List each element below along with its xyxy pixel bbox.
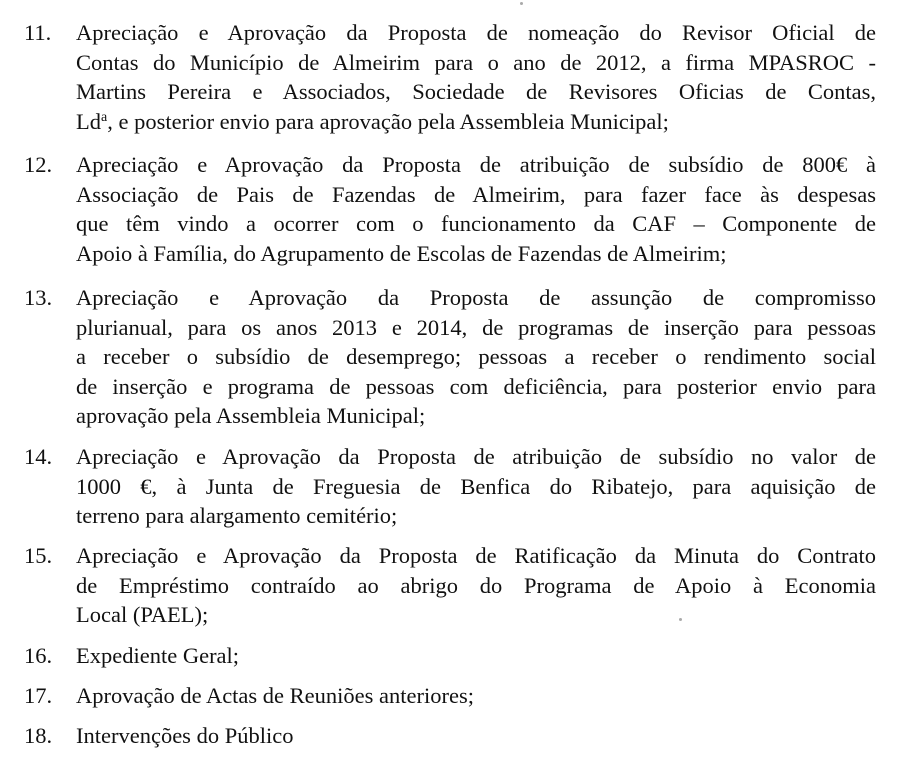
item-number: 16.	[24, 643, 53, 668]
item-line: Associação de Pais de Fazendas de Almeirim, para fazer face às despesas	[76, 181, 876, 207]
item-line: Apoio à Família, do Agrupamento de Escolas de Fazendas de Almeirim;	[76, 240, 727, 266]
item-line: de inserção e programa de pessoas com deficiência, para posterior envio para	[76, 373, 876, 399]
item-line: aprovação pela Assembleia Municipal;	[76, 403, 426, 428]
item-line: 1000 €, à Junta de Freguesia de Benfica do Ribatejo, para aquisição de	[76, 473, 876, 499]
item-text	[76, 681, 876, 711]
superscript: a	[101, 109, 108, 125]
item-line: terreno para alargamento cemitério;	[76, 503, 398, 528]
item-text	[76, 541, 876, 630]
item-line: Apreciação e Aprovação da Proposta de Ratificação da Minuta do Contrato	[76, 543, 876, 568]
item-number: 11.	[24, 20, 52, 45]
item-line: plurianual, para os anos 2013 e 2014, de programas de inserção para pessoas	[76, 314, 876, 340]
item-line: Apreciação e Aprovação da Proposta de assunção de compromisso	[76, 285, 876, 310]
item-line: Apreciação e Aprovação da Proposta de atribuição de subsídio de 800€ à	[76, 152, 876, 177]
item-line: a receber o subsídio de desemprego; pessoas a receber o rendimento social	[76, 344, 876, 369]
item-line: Apreciação e Aprovação da Proposta de atribuição de subsídio no valor de	[76, 444, 876, 469]
scan-speck	[520, 2, 523, 5]
item-text	[76, 150, 876, 268]
item-text	[76, 442, 876, 531]
item-text	[76, 641, 876, 671]
item-line: Local (PAEL);	[76, 602, 209, 627]
item-number: 15.	[24, 543, 53, 568]
item-line	[76, 107, 876, 137]
scan-speck	[679, 618, 682, 621]
item-line: Apreciação e Aprovação da Proposta de nomeação do Revisor Oficial de	[76, 20, 876, 45]
item-line: Expediente Geral;	[76, 643, 240, 668]
item-number: 12.	[24, 152, 53, 177]
item-text	[76, 721, 876, 751]
item-line: Contas do Município de Almeirim para o ano de 2012, a firma MPASROC -	[76, 49, 876, 75]
item-line: de Empréstimo contraído ao abrigo do Programa de Apoio à Economia	[76, 572, 876, 598]
item-number: 14.	[24, 444, 53, 469]
item-line: Intervenções do Público	[76, 723, 294, 748]
item-text	[76, 18, 876, 136]
item-number: 13.	[24, 285, 53, 310]
item-line-text: , e posterior envio para aprovação pela Assembleia Municipal;	[107, 108, 669, 134]
abbreviation: Ld	[76, 108, 101, 134]
item-number: 17.	[24, 683, 53, 708]
item-line: Aprovação de Actas de Reuniões anteriores;	[76, 683, 474, 708]
item-number: 18.	[24, 723, 53, 748]
item-text	[76, 283, 876, 431]
item-line: que têm vindo a ocorrer com o funcionamento da CAF – Componente de	[76, 211, 876, 236]
item-line: Martins Pereira e Associados, Sociedade de Revisores Oficias de Contas,	[76, 79, 876, 104]
